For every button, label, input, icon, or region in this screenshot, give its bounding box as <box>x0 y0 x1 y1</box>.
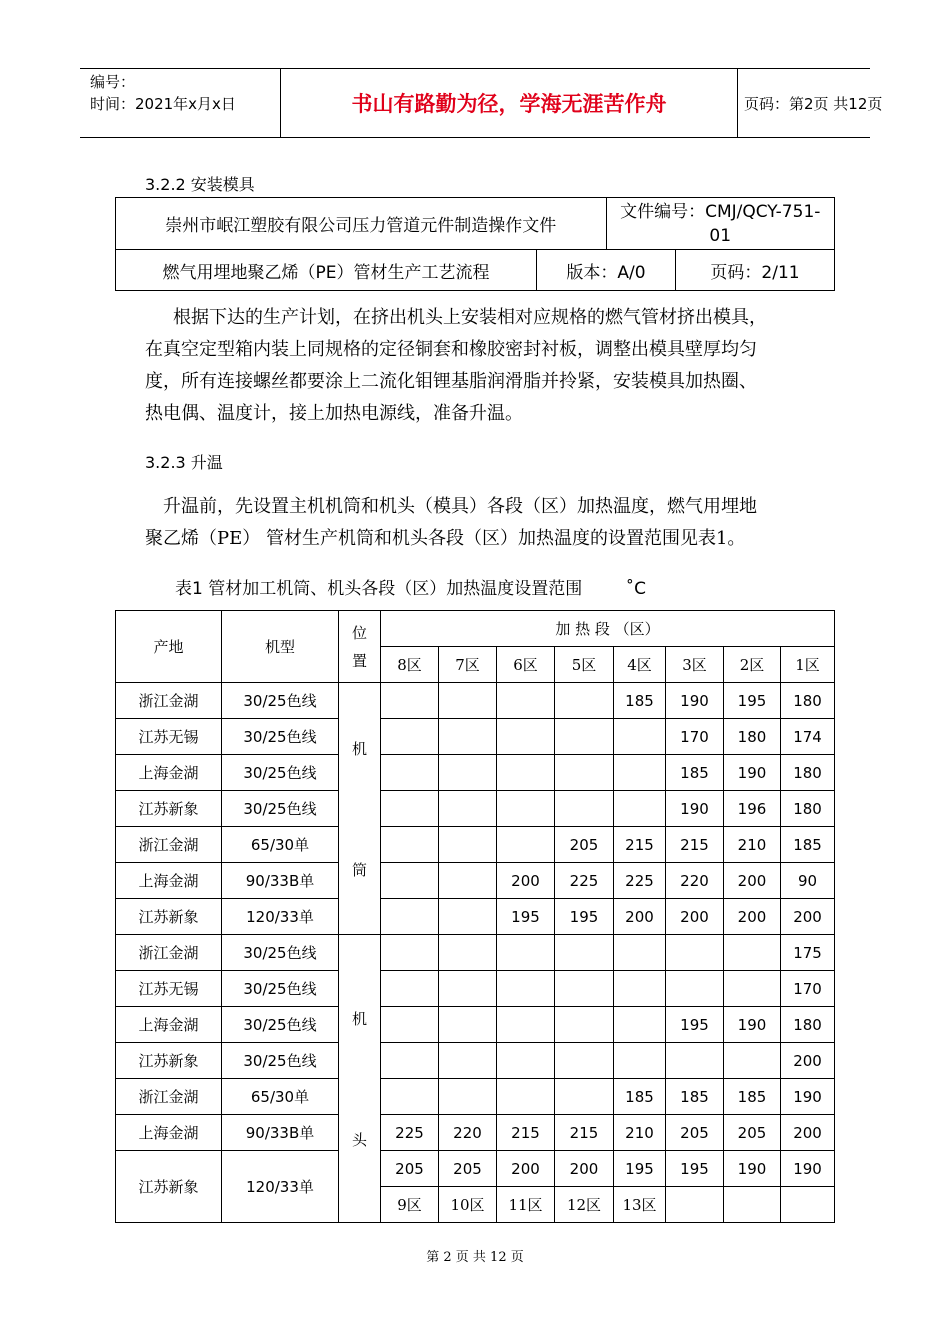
temp-cell <box>381 683 439 719</box>
table-row <box>116 719 835 755</box>
origin-cell: 江苏新象 <box>116 899 222 935</box>
section-heading-323: 3.2.3 升温 <box>145 453 223 472</box>
temp-cell: 180 <box>724 719 781 755</box>
temp-cell: 185 <box>614 683 666 719</box>
temp-cell: 190 <box>724 1007 781 1043</box>
temp-cell: 210 <box>614 1115 666 1151</box>
temp-cell <box>555 1043 614 1079</box>
temp-cell: 175 <box>781 935 835 971</box>
temp-cell: 170 <box>781 971 835 1007</box>
table-caption <box>175 574 646 599</box>
zone-cell: 10区 <box>439 1187 497 1223</box>
temp-cell: 200 <box>497 863 555 899</box>
temp-cell: 170 <box>666 719 724 755</box>
temp-cell: 185 <box>614 1079 666 1115</box>
temp-cell: 180 <box>781 683 835 719</box>
temp-cell <box>497 683 555 719</box>
temp-cell <box>555 755 614 791</box>
temp-cell <box>497 1079 555 1115</box>
origin-cell: 上海金湖 <box>116 1007 222 1043</box>
temp-cell <box>666 971 724 1007</box>
model-cell: 30/25色线 <box>222 1007 339 1043</box>
zone-cell <box>781 1187 835 1223</box>
temp-cell <box>555 1079 614 1115</box>
origin-cell: 上海金湖 <box>116 755 222 791</box>
temp-cell <box>381 791 439 827</box>
temp-cell <box>614 971 666 1007</box>
temp-cell: 215 <box>666 827 724 863</box>
table-header-row <box>116 611 835 647</box>
process-title: 燃气用埋地聚乙烯（PE）管材生产工艺流程 <box>116 250 537 291</box>
header-motto: 书山有路勤为径，学海无涯苦作舟 <box>280 69 738 137</box>
temp-cell: 185 <box>666 1079 724 1115</box>
temp-cell <box>439 863 497 899</box>
date-label: 时间：2021年x月x日 <box>90 95 236 113</box>
temp-cell: 205 <box>381 1151 439 1187</box>
temp-cell: 215 <box>614 827 666 863</box>
temp-cell: 215 <box>555 1115 614 1151</box>
temp-cell <box>614 935 666 971</box>
table-row <box>116 935 835 971</box>
temp-cell: 210 <box>724 827 781 863</box>
temp-cell <box>555 1007 614 1043</box>
temp-cell <box>666 1043 724 1079</box>
table-row <box>116 827 835 863</box>
temp-cell: 205 <box>555 827 614 863</box>
model-cell: 30/25色线 <box>222 683 339 719</box>
temp-cell: 205 <box>666 1115 724 1151</box>
temp-cell <box>614 1007 666 1043</box>
temp-cell: 180 <box>781 1007 835 1043</box>
temp-cell: 200 <box>497 1151 555 1187</box>
temp-cell: 225 <box>555 863 614 899</box>
header-zone: 5区 <box>555 647 614 683</box>
zone-cell: 13区 <box>614 1187 666 1223</box>
temp-cell <box>439 971 497 1007</box>
temp-cell <box>439 719 497 755</box>
header-origin: 产地 <box>116 611 222 683</box>
header-model: 机型 <box>222 611 339 683</box>
zone-cell <box>666 1187 724 1223</box>
temp-cell: 200 <box>614 899 666 935</box>
temp-cell: 200 <box>555 1151 614 1187</box>
header-zone: 4区 <box>614 647 666 683</box>
position-head-char: 机 <box>351 1009 367 1028</box>
temp-cell <box>381 827 439 863</box>
table-row <box>116 1079 835 1115</box>
temp-cell: 195 <box>555 899 614 935</box>
origin-cell: 浙江金湖 <box>116 935 222 971</box>
temp-cell: 215 <box>497 1115 555 1151</box>
para1-line: 度，所有连接螺丝都要涂上二流化钼锂基脂润滑脂并拎紧，安装模具加热圈、 <box>145 371 757 392</box>
temp-cell: 195 <box>724 683 781 719</box>
temp-cell <box>439 827 497 863</box>
origin-cell: 江苏新象 <box>116 1151 222 1223</box>
model-cell: 90/33B单 <box>222 863 339 899</box>
temp-cell: 190 <box>666 791 724 827</box>
file-number <box>606 198 835 250</box>
position-barrel <box>339 683 381 935</box>
table-row <box>116 863 835 899</box>
position-barrel-char: 筒 <box>351 860 367 879</box>
temp-cell <box>614 719 666 755</box>
page-footer: 第 2 页 共 12 页 <box>426 1250 524 1265</box>
temp-cell <box>497 971 555 1007</box>
temp-cell <box>724 935 781 971</box>
temp-cell <box>614 1043 666 1079</box>
temp-cell <box>497 827 555 863</box>
temp-cell <box>439 935 497 971</box>
temp-cell <box>497 1043 555 1079</box>
origin-cell: 上海金湖 <box>116 1115 222 1151</box>
temp-cell: 195 <box>614 1151 666 1187</box>
temp-cell: 180 <box>781 791 835 827</box>
doc-number-label: 编号： <box>90 73 136 91</box>
temp-cell <box>439 1007 497 1043</box>
temp-cell <box>724 1043 781 1079</box>
temp-cell: 185 <box>724 1079 781 1115</box>
temp-cell: 225 <box>381 1115 439 1151</box>
table-row <box>116 899 835 935</box>
page-header <box>80 68 883 138</box>
temp-cell: 90 <box>781 863 835 899</box>
temp-cell: 196 <box>724 791 781 827</box>
temp-cell <box>439 755 497 791</box>
temp-cell <box>439 683 497 719</box>
model-cell: 65/30单 <box>222 1079 339 1115</box>
file-number-line1: 文件编号：CMJ/QCY-751- <box>620 201 821 222</box>
company-doc-title: 崇州市岷江塑胶有限公司压力管道元件制造操作文件 <box>116 198 607 250</box>
table-row <box>116 1151 835 1187</box>
temp-cell: 200 <box>666 899 724 935</box>
table-row <box>116 1115 835 1151</box>
origin-cell: 江苏无锡 <box>116 719 222 755</box>
table-row <box>116 755 835 791</box>
temp-cell <box>381 863 439 899</box>
temp-cell <box>555 683 614 719</box>
temp-cell: 220 <box>666 863 724 899</box>
para1-line: 热电偶、温度计，接上加热电源线，准备升温。 <box>145 403 523 424</box>
page-code: 页码：2/11 <box>676 250 835 291</box>
position-head-char: 头 <box>351 1130 367 1149</box>
doc-control-table <box>115 197 835 291</box>
temp-cell: 190 <box>781 1079 835 1115</box>
model-cell: 90/33B单 <box>222 1115 339 1151</box>
model-cell: 120/33单 <box>222 899 339 935</box>
temp-cell: 200 <box>724 863 781 899</box>
paragraph-heating <box>145 491 815 555</box>
temp-cell: 195 <box>497 899 555 935</box>
origin-cell: 上海金湖 <box>116 863 222 899</box>
table-row <box>116 683 835 719</box>
table-caption-text: 表1 管材加工机筒、机头各段（区）加热温度设置范围 <box>175 579 583 599</box>
temp-cell <box>497 1007 555 1043</box>
model-cell: 65/30单 <box>222 827 339 863</box>
temp-cell: 220 <box>439 1115 497 1151</box>
temp-cell <box>439 1079 497 1115</box>
temp-cell <box>381 899 439 935</box>
temp-cell: 185 <box>666 755 724 791</box>
table-row <box>116 1043 835 1079</box>
temp-cell: 200 <box>724 899 781 935</box>
temp-cell <box>724 971 781 1007</box>
origin-cell: 浙江金湖 <box>116 827 222 863</box>
temp-cell: 205 <box>724 1115 781 1151</box>
temp-cell: 185 <box>781 827 835 863</box>
header-zone: 8区 <box>381 647 439 683</box>
temp-cell: 200 <box>781 1115 835 1151</box>
temp-cell: 174 <box>781 719 835 755</box>
temp-cell <box>381 755 439 791</box>
temp-cell <box>381 1043 439 1079</box>
position-barrel-char: 机 <box>351 739 367 758</box>
origin-cell: 浙江金湖 <box>116 683 222 719</box>
temp-cell <box>381 719 439 755</box>
origin-cell: 江苏新象 <box>116 1043 222 1079</box>
header-zone: 7区 <box>439 647 497 683</box>
temp-cell: 190 <box>781 1151 835 1187</box>
temp-cell <box>497 791 555 827</box>
header-zone: 3区 <box>666 647 724 683</box>
temp-cell: 180 <box>781 755 835 791</box>
temp-cell <box>555 791 614 827</box>
temp-cell <box>439 899 497 935</box>
zone-cell: 9区 <box>381 1187 439 1223</box>
position-head <box>339 935 381 1223</box>
model-cell: 30/25色线 <box>222 755 339 791</box>
header-zone-group: 加 热 段 （区） <box>381 611 835 647</box>
model-cell: 30/25色线 <box>222 719 339 755</box>
temperature-unit: ˚C <box>625 579 646 599</box>
para1-line: 根据下达的生产计划，在挤出机头上安装相对应规格的燃气管材挤出模具， <box>173 307 767 328</box>
temp-cell <box>381 935 439 971</box>
header-zone: 1区 <box>781 647 835 683</box>
temp-cell <box>439 791 497 827</box>
section-heading-322: 3.2.2 安装模具 <box>145 175 255 194</box>
version: 版本：A/0 <box>537 250 676 291</box>
temp-cell: 200 <box>781 899 835 935</box>
temp-cell <box>555 935 614 971</box>
temp-cell <box>555 971 614 1007</box>
temp-cell <box>497 935 555 971</box>
header-position <box>339 611 381 683</box>
table-row <box>116 1007 835 1043</box>
origin-cell: 浙江金湖 <box>116 1079 222 1115</box>
model-cell: 30/25色线 <box>222 971 339 1007</box>
temp-cell: 190 <box>724 1151 781 1187</box>
temp-cell <box>614 755 666 791</box>
temp-cell: 195 <box>666 1151 724 1187</box>
para2-line: 升温前，先设置主机机筒和机头（模具）各段（区）加热温度，燃气用埋地 <box>163 496 757 517</box>
temp-cell: 225 <box>614 863 666 899</box>
table-row <box>116 971 835 1007</box>
header-page-info: 页码：第2页 共12页 <box>744 94 883 113</box>
temp-cell: 200 <box>781 1043 835 1079</box>
temp-cell <box>497 755 555 791</box>
heating-temperature-table <box>115 610 835 1223</box>
para1-line: 在真空定型箱内装上同规格的定径铜套和橡胶密封衬板，调整出模具壁厚均匀 <box>145 339 757 360</box>
table-row <box>116 791 835 827</box>
temp-cell <box>555 719 614 755</box>
temp-cell <box>666 935 724 971</box>
file-number-line2: 01 <box>709 225 732 246</box>
origin-cell: 江苏新象 <box>116 791 222 827</box>
temp-cell <box>381 1007 439 1043</box>
header-zone: 6区 <box>497 647 555 683</box>
model-cell: 30/25色线 <box>222 1043 339 1079</box>
zone-cell <box>724 1187 781 1223</box>
temp-cell: 190 <box>724 755 781 791</box>
temp-cell: 195 <box>666 1007 724 1043</box>
model-cell: 30/25色线 <box>222 935 339 971</box>
model-cell: 120/33单 <box>222 1151 339 1223</box>
origin-cell: 江苏无锡 <box>116 971 222 1007</box>
temp-cell: 205 <box>439 1151 497 1187</box>
zone-cell: 12区 <box>555 1187 614 1223</box>
header-zone: 2区 <box>724 647 781 683</box>
para2-line: 聚乙烯（PE） 管材生产机筒和机头各段（区）加热温度的设置范围见表1。 <box>145 528 746 549</box>
temp-cell <box>439 1043 497 1079</box>
zone-cell: 11区 <box>497 1187 555 1223</box>
header-position-label: 位置 <box>352 623 368 670</box>
temp-cell: 190 <box>666 683 724 719</box>
temp-cell <box>381 1079 439 1115</box>
temp-cell <box>614 791 666 827</box>
paragraph-install-mold <box>145 302 815 430</box>
temp-cell <box>497 719 555 755</box>
header-left <box>80 69 280 139</box>
model-cell: 30/25色线 <box>222 791 339 827</box>
temp-cell <box>381 971 439 1007</box>
